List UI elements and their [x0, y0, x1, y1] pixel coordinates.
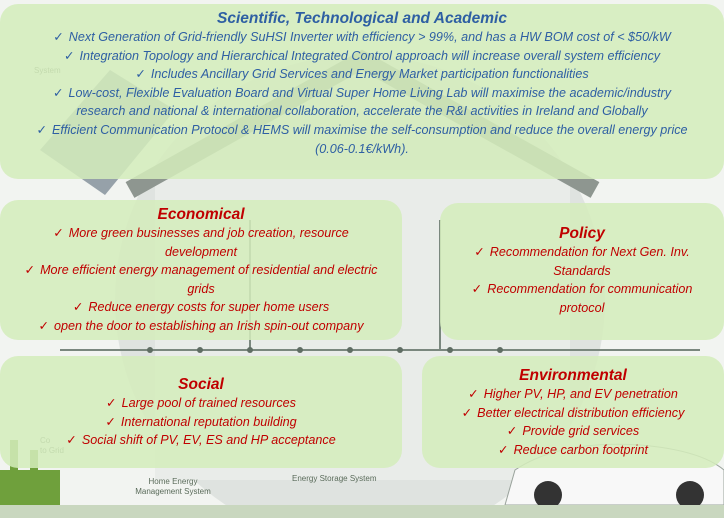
check-icon: ✓	[52, 85, 64, 100]
social-item-3	[8, 431, 394, 450]
scientific-item-4-text: Low-cost, Flexible Evaluation Board and Virtual Super Home Living Lab will maximise the academic/industry research and national & international collaboration, accelerate the R&I activities in Ireland and Globally	[68, 85, 672, 119]
environmental-title: Environmental	[519, 367, 627, 384]
check-icon: ✓	[66, 433, 77, 448]
social-item-1-text: Large pool of trained resources	[121, 396, 296, 410]
check-icon: ✓	[53, 226, 64, 240]
policy-item-1-text: Recommendation for Next Gen. Inv. Standards	[489, 245, 690, 278]
check-icon: ✓	[72, 300, 84, 315]
social-item-1	[8, 394, 394, 413]
scientific-item-1	[6, 28, 718, 47]
social-item-2	[8, 413, 394, 432]
social-item-2-text: International reputation building	[120, 414, 297, 429]
scientific-item-3-text: Includes Ancillary Grid Services and Energy Market participation functionalities	[150, 67, 589, 82]
check-icon: ✓	[38, 318, 50, 333]
scientific-item-2	[6, 47, 718, 66]
scientific-title: Scientific, Technological and Academic	[217, 10, 507, 27]
environmental-item-1-text: Higher PV, HP, and EV penetration	[483, 387, 678, 401]
environmental-item-3-text: Provide grid services	[522, 424, 640, 439]
environmental-item-2	[430, 404, 716, 423]
bg-label-energy-storage: Energy Storage System	[292, 474, 377, 483]
social-item-3-text: Social shift of PV, EV, ES and HP acceptance	[81, 433, 336, 448]
environmental-item-3	[430, 422, 716, 441]
economical-item-4-text: open the door to establishing an Irish spin-out company	[54, 318, 364, 333]
economical-item-2-text: More efficient energy management of residential and electric grids	[40, 263, 378, 296]
economical-item-2	[8, 261, 394, 298]
environmental-item-1	[430, 385, 716, 404]
social-title: Social	[178, 376, 224, 393]
policy-item-1	[456, 243, 708, 280]
check-icon: ✓	[461, 405, 473, 420]
bg-label-home-energy-2: Management System	[135, 487, 211, 496]
scientific-item-5-text: Efficient Communication Protocol & HEMS will maximise the self-consumption and reduce the overall energy price (0.06-0.1€/kWh).	[52, 122, 688, 156]
scientific-item-1-text: Next Generation of Grid-friendly SuHSI Inverter with efficiency > 99%, and has a HW BOM cost of < $50/kW	[68, 30, 671, 44]
check-icon: ✓	[468, 387, 479, 401]
check-icon: ✓	[36, 122, 47, 137]
scientific-panel	[0, 4, 724, 179]
check-icon: ✓	[135, 67, 146, 82]
bg-label-home-energy-1: Home Energy	[148, 477, 198, 486]
economical-item-4	[8, 317, 394, 336]
economical-title: Economical	[157, 206, 245, 223]
scientific-item-3	[6, 65, 718, 84]
check-icon: ✓	[105, 414, 116, 429]
check-icon: ✓	[106, 396, 117, 410]
economical-item-3	[8, 298, 394, 317]
economical-item-1-text: More green businesses and job creation, resource development	[68, 226, 349, 259]
check-icon: ✓	[474, 245, 485, 259]
scientific-item-4	[6, 84, 718, 121]
policy-item-2-text: Recommendation for communication protocol	[487, 282, 693, 315]
environmental-item-4	[430, 441, 716, 460]
policy-item-2	[456, 280, 708, 317]
economical-panel	[0, 200, 402, 340]
check-icon: ✓	[506, 424, 518, 439]
bg-label-home-energy	[133, 477, 213, 497]
check-icon: ✓	[24, 263, 36, 278]
check-icon: ✓	[471, 282, 483, 297]
policy-title: Policy	[559, 225, 605, 242]
check-icon: ✓	[498, 442, 509, 457]
economical-item-3-text: Reduce energy costs for super home users	[88, 300, 330, 315]
check-icon: ✓	[63, 48, 75, 63]
environmental-item-4-text: Reduce carbon footprint	[513, 442, 648, 457]
scientific-item-2-text: Integration Topology and Hierarchical Integrated Control approach will increase overall system efficiency	[79, 48, 661, 63]
economical-item-1	[8, 224, 394, 261]
scientific-item-5	[6, 121, 718, 158]
environmental-panel	[422, 356, 724, 468]
policy-panel	[440, 203, 724, 340]
ground-strip	[0, 505, 724, 518]
social-panel	[0, 356, 402, 468]
environmental-item-2-text: Better electrical distribution efficiency	[477, 405, 685, 420]
check-icon: ✓	[53, 30, 64, 44]
